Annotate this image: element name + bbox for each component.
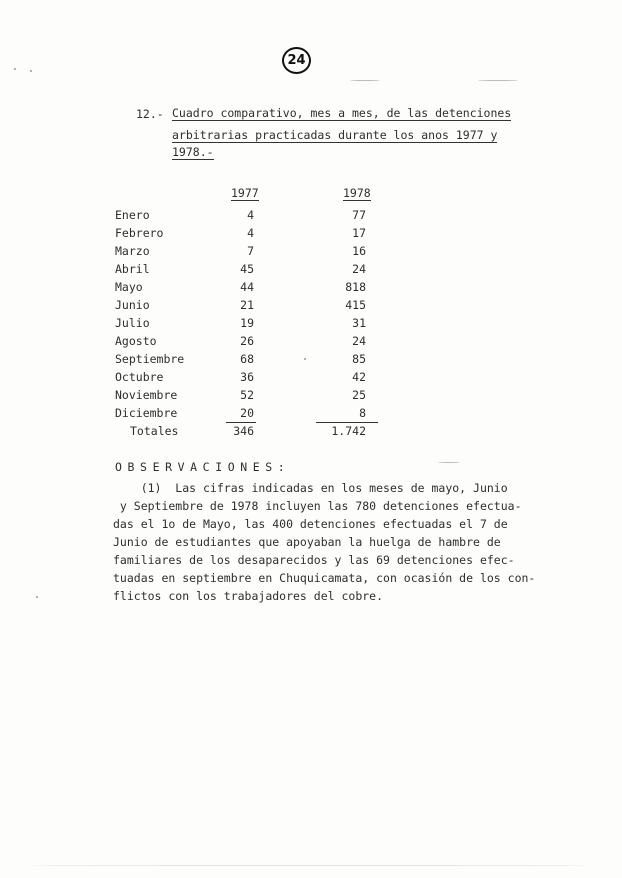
value-1977: 19 [240, 316, 254, 330]
table-row [0, 388, 622, 404]
column-header-1977: 1977 [231, 186, 259, 200]
table-row [0, 226, 622, 242]
value-1978: 42 [352, 370, 366, 384]
month-label: Noviembre [115, 388, 178, 402]
page-number-stamp: 24 [282, 47, 311, 74]
value-1978: 818 [345, 280, 366, 294]
month-label: Abril [115, 262, 150, 276]
scan-speck [478, 80, 518, 81]
sum-rule-1977 [226, 422, 256, 423]
section-title-line-2: arbitrarias practicadas durante los anos 1977 y [172, 128, 498, 142]
table-row [0, 262, 622, 278]
table-row [0, 334, 622, 350]
table-row [0, 316, 622, 332]
value-1978: 31 [352, 316, 366, 330]
paragraph-line: flictos con los trabajadores del cobre. [113, 589, 384, 603]
value-1977: 44 [240, 280, 254, 294]
scan-speck [14, 68, 16, 70]
value-1977: 4 [247, 208, 254, 222]
value-1978: 17 [352, 226, 366, 240]
month-label: Junio [115, 298, 150, 312]
total-1978: 1.742 [331, 424, 366, 438]
paragraph-line: Junio de estudiantes que apoyaban la huelga de hambre de [113, 535, 501, 549]
month-label: Mayo [115, 280, 143, 294]
value-1977: 26 [240, 334, 254, 348]
sum-rule-1978 [316, 422, 378, 423]
value-1978: 16 [352, 244, 366, 258]
scan-speck [438, 462, 460, 463]
value-1978: 24 [352, 262, 366, 276]
totals-row [0, 424, 622, 440]
value-1977: 36 [240, 370, 254, 384]
section-title-line-1: Cuadro comparativo, mes a mes, de las detenciones [172, 106, 512, 120]
month-label: Diciembre [115, 406, 178, 420]
value-1977: 20 [240, 406, 254, 420]
section-number: 12.- [136, 107, 164, 121]
value-1978: 8 [359, 406, 366, 420]
value-1977: 4 [247, 226, 254, 240]
paragraph-line: y Septiembre de 1978 incluyen las 780 detenciones efectua- [113, 499, 522, 513]
table-row [0, 298, 622, 314]
totals-label: Totales [130, 424, 179, 438]
month-label: Marzo [115, 244, 150, 258]
value-1978: 415 [345, 298, 366, 312]
month-label: Octubre [115, 370, 164, 384]
scan-speck [304, 358, 306, 360]
month-label: Agosto [115, 334, 157, 348]
month-label: Febrero [115, 226, 164, 240]
paragraph-line: das el 1o de Mayo, las 400 detenciones efectuadas el 7 de [113, 517, 508, 531]
paragraph-line: familiares de los desaparecidos y las 69 detenciones efec- [113, 553, 515, 567]
value-1977: 68 [240, 352, 254, 366]
paragraph-line: tuadas en septiembre en Chuquicamata, con ocasión de los con- [113, 571, 536, 585]
table-row [0, 280, 622, 296]
table-row [0, 244, 622, 260]
column-header-1978: 1978 [343, 186, 371, 200]
paragraph-line: (1) Las cifras indicadas en los meses de mayo, Junio [113, 481, 508, 495]
value-1977: 7 [247, 244, 254, 258]
value-1977: 52 [240, 388, 254, 402]
value-1977: 45 [240, 262, 254, 276]
month-label: Enero [115, 208, 150, 222]
observations-heading: OBSERVACIONES: [115, 460, 291, 474]
value-1978: 24 [352, 334, 366, 348]
value-1978: 77 [352, 208, 366, 222]
table-row [0, 406, 622, 422]
table-row [0, 352, 622, 368]
value-1978: 85 [352, 352, 366, 366]
scan-speck [350, 80, 380, 81]
table-row [0, 208, 622, 224]
table-row [0, 370, 622, 386]
scan-speck [30, 70, 32, 72]
total-1977: 346 [233, 424, 254, 438]
value-1978: 25 [352, 388, 366, 402]
scan-speck [36, 596, 38, 598]
section-title-line-3: 1978.- [172, 145, 214, 159]
scan-edge [30, 865, 590, 866]
month-label: Septiembre [115, 352, 185, 366]
value-1977: 21 [240, 298, 254, 312]
month-label: Julio [115, 316, 150, 330]
